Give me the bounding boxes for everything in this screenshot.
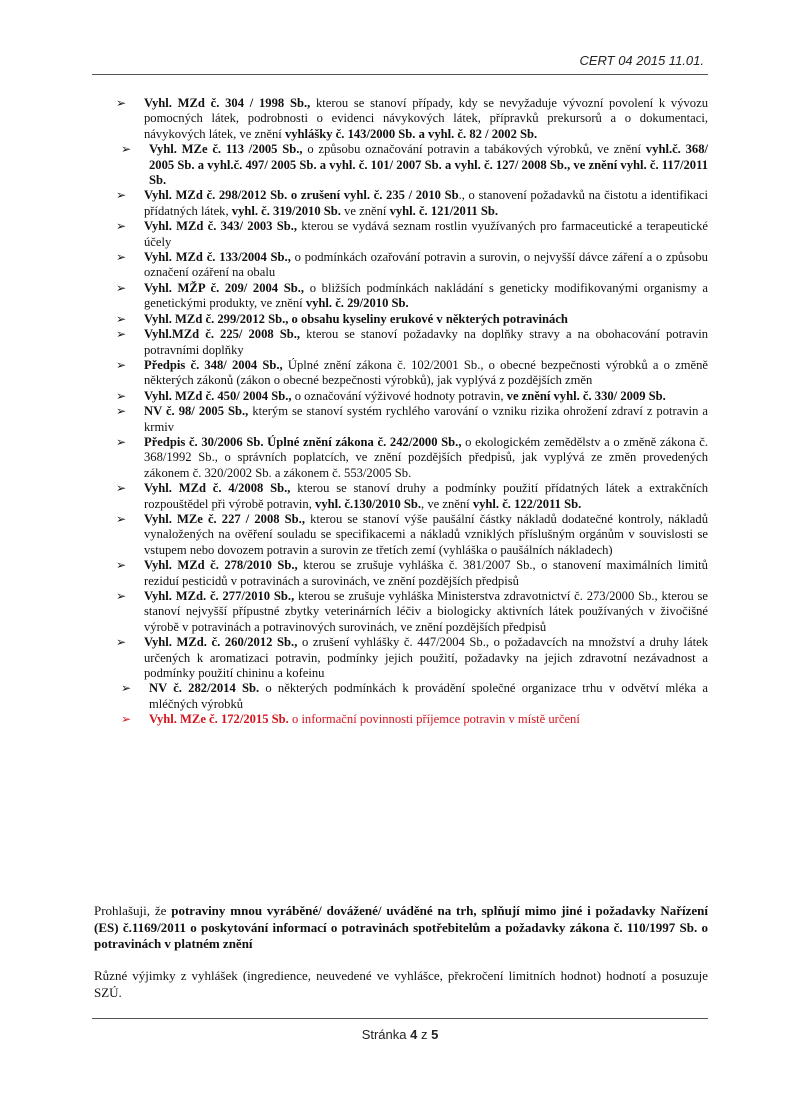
regulation-bold2: vyhlášky č. 143/2000 Sb. a vyhl. č. 82 / 2002 Sb. <box>284 126 538 141</box>
regulation-text: o informační povinnosti příjemce potravin v místě určení <box>288 712 580 727</box>
regulation-item <box>116 635 708 681</box>
regulation-item <box>121 681 708 712</box>
bullet-arrow-icon: ➢ <box>116 388 127 403</box>
bullet-arrow-icon: ➢ <box>116 280 127 295</box>
regulation-text: kterou se stanoví druhy a podmínky použití přídatných látek a extrakčních rozpouštědel při výrobě potravin, <box>144 481 708 511</box>
regulation-bold: NV č. 98/ 2005 Sb., <box>144 404 249 419</box>
regulation-text2: ve znění <box>340 203 390 218</box>
bullet-arrow-icon: ➢ <box>121 142 132 157</box>
regulation-text: kterou se zrušuje vyhláška Ministerstva zdravotnictví č. 273/2000 Sb., kterou se stanoví nejvyšší přípustné zbytky veterinárních léčiv a biologicky aktivních látek používaných v živočišné výrobě v potravinách a potravinových surovinách, ve znění pozdějších předpisů <box>144 589 708 634</box>
page-footer <box>0 1027 800 1042</box>
regulation-bold3: vyhl. č. 121/2011 Sb. <box>389 203 499 218</box>
regulation-item <box>116 219 708 250</box>
regulation-item <box>116 435 708 481</box>
declaration-bold: potraviny mnou vyráběné/ dovážené/ uváděné na trh, splňují mimo jiné i požadavky Nařízení (ES) č.1169/2011 o poskytování informací o potravinách spotřebitelům a požadavky zákona č. 110/1997 Sb. o potravinách v platném znění <box>94 903 709 951</box>
regulation-text: o označování výživové hodnoty potravin, <box>291 388 507 403</box>
regulation-bold2: ve znění vyhl. č. 330/ 2009 Sb. <box>506 388 666 403</box>
bullet-arrow-icon: ➢ <box>116 250 127 265</box>
regulation-bold: Předpis č. 348/ 2004 Sb., <box>144 357 283 372</box>
bullet-arrow-icon: ➢ <box>116 327 127 342</box>
regulation-bold: Vyhl. MZd č. 4/2008 Sb., <box>144 481 291 496</box>
regulation-text2: , ve znění <box>421 496 473 511</box>
regulation-text: kterou se stanoví výše paušální částky nákladů dodatečné kontroly, nákladů vynaložených na ověření souladu se specifikacemi a nákladů vzniklých příslušným orgánům v souvislosti se vstupem nebo dovozem potravin a surovin ze třetích zemí (vyhláška o paušálních nákladech) <box>144 511 708 557</box>
regulation-bold: Vyhl. MZd č. 343/ 2003 Sb., <box>144 219 298 234</box>
footer-label: Stránka <box>361 1027 411 1042</box>
regulation-bold: Vyhl. MZd č. 278/2010 Sb., <box>144 558 298 573</box>
bullet-arrow-icon: ➢ <box>116 635 127 650</box>
regulation-item <box>116 250 708 281</box>
regulation-text: o ekologickém zemědělstv a o změně zákona č. 368/1992 Sb., o správních poplatcích, ve znění pozdějších předpisů, jak vyplývá ze změn provedených zákonem č. 320/2002 Sb. a zákonem č. 553/2005 Sb. <box>144 434 708 480</box>
bullet-arrow-icon: ➢ <box>116 311 127 326</box>
footer-divider <box>92 1018 708 1019</box>
footer-page-number: 4 <box>410 1027 418 1042</box>
footer-separator: z <box>417 1027 432 1042</box>
regulation-bold: Vyhl. MZd č. 133/2004 Sb., <box>144 250 291 265</box>
regulation-text: kterou se vydává seznam rostlin využívaných pro farmaceutické a terapeutické účely <box>144 219 708 249</box>
regulation-text: o podmínkách ozařování potravin a surovin, o nejvyšší dávce záření a o způsobu označení ozáření na obalu <box>144 250 708 280</box>
regulation-text: o zrušení vyhlášky č. 447/2004 Sb., o požadavcích na množství a druhy látek určených k aromatizaci potravin, podmínky jejich použití, požadavky na jejich zdravotní nezávadnost a podmínky použití chininu a kofeinu <box>144 635 708 681</box>
bullet-arrow-icon: ➢ <box>116 404 127 419</box>
regulation-bold: Předpis č. 30/2006 Sb. Úplné znění zákona č. 242/2000 Sb., <box>144 434 462 449</box>
regulation-bold: Vyhl. MZd č. 450/ 2004 Sb., <box>144 388 292 403</box>
bullet-arrow-icon: ➢ <box>116 188 127 203</box>
regulation-item <box>116 389 708 404</box>
regulation-bold: Vyhl. MZe č. 227 / 2008 Sb., <box>144 511 305 526</box>
bullet-arrow-icon: ➢ <box>116 481 127 496</box>
bullet-arrow-icon: ➢ <box>121 712 132 727</box>
regulation-item <box>116 188 708 219</box>
regulation-bold: Vyhl. MZd č. 299/2012 Sb., o obsahu kyseliny erukové v některých potravinách <box>144 311 568 326</box>
header-divider <box>92 74 708 75</box>
exceptions-paragraph: Různé výjimky z vyhlášek (ingredience, neuvedené ve vyhlášce, překročení limitních hodnot) hodnotí a posuzuje SZÚ. <box>94 968 708 1000</box>
bullet-arrow-icon: ➢ <box>116 96 127 110</box>
regulation-bold: Vyhl. MZe č. 113 /2005 Sb., <box>149 142 303 157</box>
regulation-bold: Vyhl. MZe č. 172/2015 Sb. <box>149 712 289 727</box>
bullet-arrow-icon: ➢ <box>116 357 127 372</box>
regulation-bold: Vyhl.MZd č. 225/ 2008 Sb., <box>144 327 301 342</box>
regulation-item <box>116 281 708 312</box>
regulation-bold3: vyhl. č. 122/2011 Sb. <box>472 496 582 511</box>
regulation-text: o způsobu označování potravin a tabákových výrobků, ve znění <box>302 142 646 157</box>
regulation-item <box>116 481 708 512</box>
document-code: CERT 04 2015 11.01. <box>579 53 704 68</box>
regulation-item <box>121 712 708 727</box>
regulation-text: kterým se stanoví systém rychlého varování o vzniku rizika ohrožení zdraví z potravin a krmiv <box>144 404 708 434</box>
regulation-bold: NV č. 282/2014 Sb. <box>149 681 260 696</box>
regulation-item <box>116 327 708 358</box>
regulation-bold2: vyhl. č. 29/2010 Sb. <box>305 296 409 311</box>
regulation-text: Úplné znění zákona č. 102/2001 Sb., o obecné bezpečnosti výrobků a o změně některých zákonů (zákon o obecné bezpečnosti výrobků), jak vyplývá z pozdějších změn <box>144 357 708 388</box>
regulation-bold2: vyhl. č.130/2010 Sb. <box>315 496 422 511</box>
bullet-arrow-icon: ➢ <box>116 558 127 573</box>
regulation-text: kterou se stanoví požadavky na doplňky stravy a na obohacování potravin potravními doplňky <box>144 327 708 357</box>
regulation-item <box>116 558 708 589</box>
declaration-paragraph <box>94 903 708 953</box>
regulation-text: o některých podmínkách k provádění společné organizace trhu v odvětví mléka a mléčných výrobků <box>149 681 708 711</box>
declaration-lead: Prohlašuji, že <box>94 903 172 918</box>
regulation-bold2: vyhl. č. 319/2010 Sb. <box>231 203 341 218</box>
regulation-bold2: vyhl.č. 368/ 2005 Sb. a vyhl.č. 497/ 2005 Sb. a vyhl. č. 101/ 2007 Sb. a vyhl. č. 127/ 2008 Sb., ve znění vyhl. č. 117/2011 Sb. <box>149 142 708 188</box>
regulation-text: kterou se stanoví případy, kdy se nevyžaduje vývozní povolení k vývozu pomocných látek, podrobnosti o evidenci návykových látek, přípravků prekursorů a o dokumentaci, návykových látek, ve znění <box>144 96 708 141</box>
regulation-list <box>116 96 708 728</box>
regulation-text: o bližších podmínkách nakládání s geneticky modifikovanými organismy a genetickými produkty, ve znění <box>144 280 708 311</box>
regulation-item <box>121 142 708 188</box>
bullet-arrow-icon: ➢ <box>121 681 132 696</box>
bullet-arrow-icon: ➢ <box>116 219 127 234</box>
bullet-arrow-icon: ➢ <box>116 434 127 449</box>
bullet-arrow-icon: ➢ <box>116 589 127 603</box>
regulation-bold: Vyhl. MZd č. 304 / 1998 Sb., <box>144 96 311 110</box>
regulation-bold: Vyhl. MZd č. 298/2012 Sb. o zrušení vyhl. č. 235 / 2010 Sb <box>144 188 459 203</box>
footer-page-total: 5 <box>431 1027 439 1042</box>
regulation-item <box>116 512 708 558</box>
regulation-bold: Vyhl. MZd. č. 277/2010 Sb., <box>144 589 295 603</box>
regulation-bold: Vyhl. MZd. č. 260/2012 Sb., <box>144 635 298 650</box>
regulation-text: kterou se zrušuje vyhláška č. 381/2007 Sb., o stanovení maximálních limitů reziduí pesticidů v potravinách a surovinách, ve znění pozdějších předpisů <box>144 558 708 588</box>
regulation-item <box>116 96 708 142</box>
regulation-item <box>116 358 708 389</box>
regulation-item <box>116 589 708 635</box>
regulation-text: ., o stanovení požadavků na čistotu a identifikaci přídatných látek, <box>144 188 708 218</box>
regulation-item <box>116 404 708 435</box>
bullet-arrow-icon: ➢ <box>116 511 127 526</box>
regulation-bold: Vyhl. MŽP č. 209/ 2004 Sb., <box>144 280 305 295</box>
regulation-item <box>116 312 708 327</box>
